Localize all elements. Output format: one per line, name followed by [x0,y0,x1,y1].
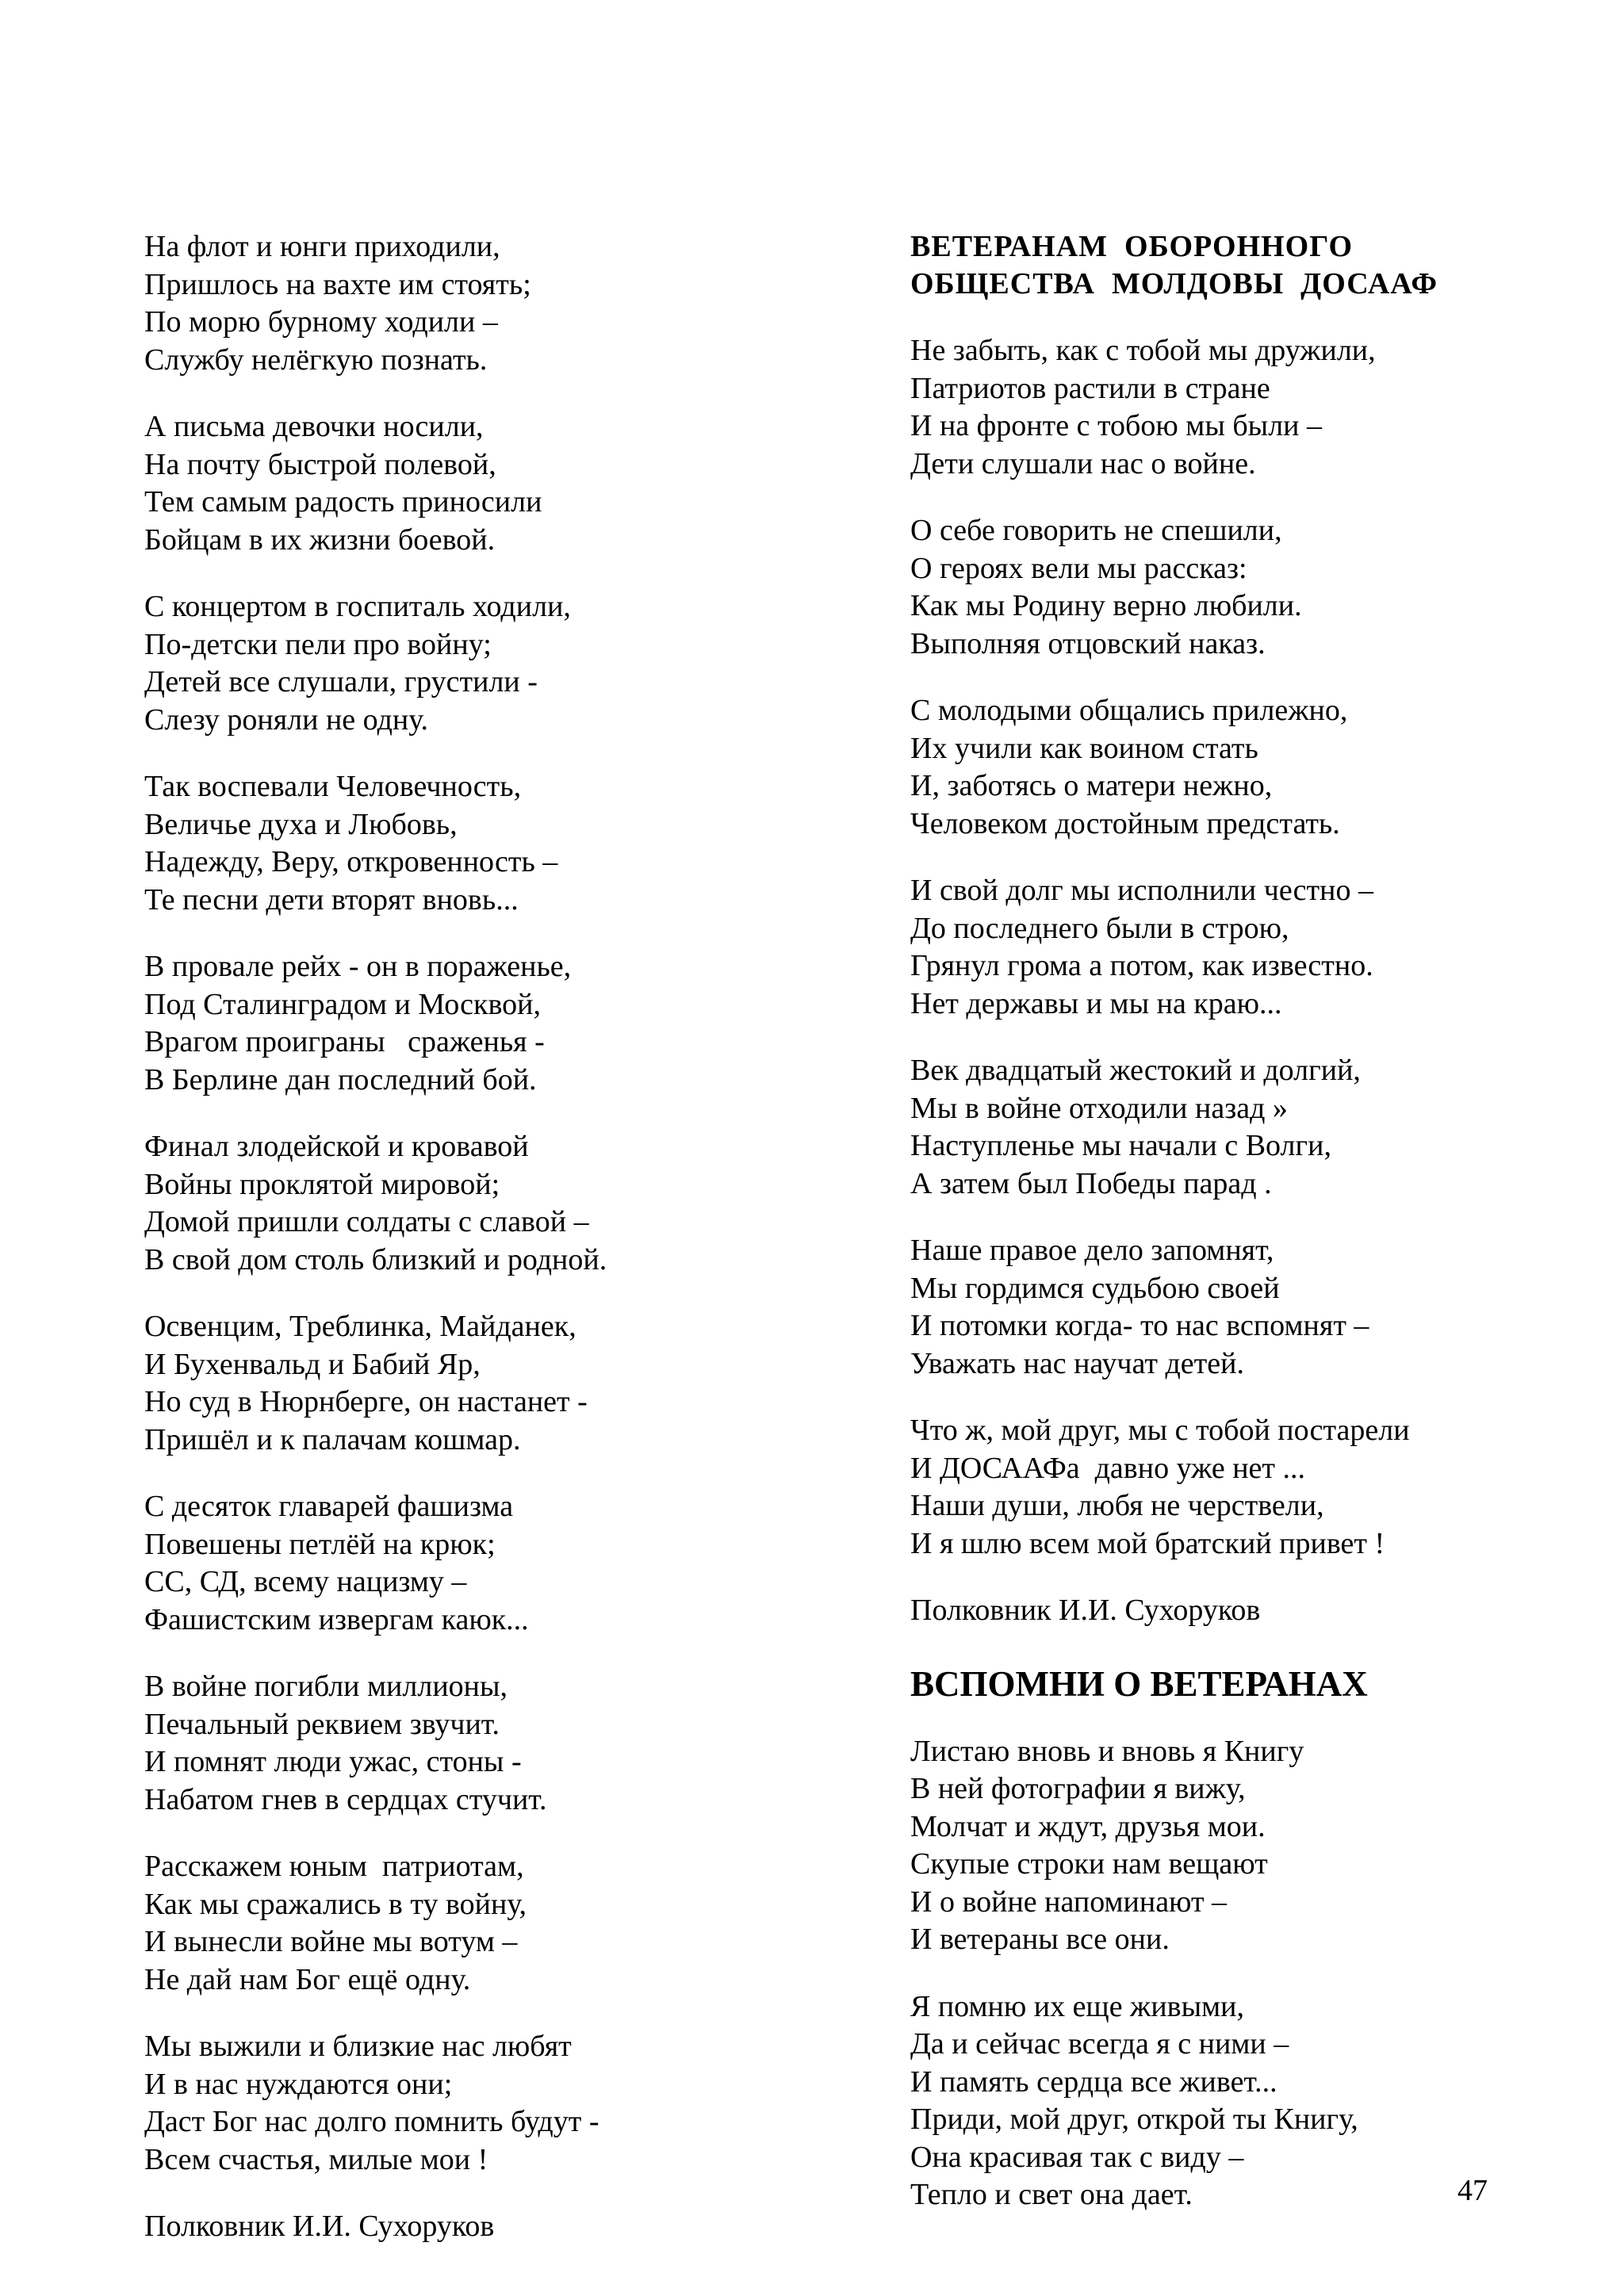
poem-line: Величье духа и Любовь, [144,807,458,841]
poem-title: ВСПОМНИ О ВЕТЕРАНАХ [910,1663,1368,1704]
poem-line: В ней фотографии я вижу, [910,1772,1246,1805]
poem-line: Наступленье мы начали с Волги, [910,1129,1331,1162]
stanza [144,1308,747,1459]
poem-line: Наши души, любя не черствели, [910,1489,1324,1522]
right-column [910,228,1513,2244]
poem-line: Не дай нам Бог ещё одну. [144,1962,471,1996]
stanza [910,512,1513,663]
stanza [144,1488,747,1639]
poem-line: Патриотов растили в стране [910,371,1270,405]
poem-line: И в нас нуждаются они; [144,2067,453,2101]
title-line: ВЕТЕРАНАМ ОБОРОННОГО [910,230,1354,263]
poem-line: И на фронте с тобою мы были – [910,409,1323,442]
poem-line: Даст Бог нас долго помнить будут - [144,2105,599,2138]
poem-line: Так воспевали Человечность, [144,770,522,803]
poem-line: В свой дом столь близкий и родной. [144,1242,607,1276]
poem-line: СС, СД, всему нацизму – [144,1565,467,1598]
poem-line: Бойцам в их жизни боевой. [144,522,496,557]
signature: Полковник И.И. Сухоруков [910,1594,1261,1627]
poem-line: Она красивая так с виду – [910,2140,1244,2174]
poem-line: И Бухенвальд и Бабий Яр, [144,1347,481,1381]
poem-line: Я помню их еще живыми, [910,1989,1245,2023]
stanza [144,228,747,379]
poem-line: В войне погибли миллионы, [144,1670,508,1703]
poem-line: Повешены петлёй на крюк; [144,1527,496,1561]
title-line: ОБЩЕСТВА МОЛДОВЫ ДОСААФ [910,267,1438,300]
stanza [910,1733,1513,1959]
signature: Полковник И.И. Сухоруков [144,2210,495,2243]
poem-line: Молчат и ждут, друзья мои. [910,1809,1266,1843]
poem-line: Как мы сражались в ту войну, [144,1887,527,1921]
poem-line: Печальный реквием звучит. [144,1707,500,1741]
poem-line: И, заботясь о матери нежно, [910,769,1273,802]
poem-line: Под Сталинградом и Москвой, [144,987,542,1021]
poem-line: Детей все слушали, грустили - [144,665,538,698]
poem-line: На флот и юнги приходили, [144,230,500,263]
poem-line: На почту быстрой полевой, [144,447,496,481]
poem-line: И ДОСААФа давно уже нет ... [910,1451,1306,1485]
poem-line: Но суд в Нюрнберге, он настанет - [144,1385,588,1418]
poem-line: Дети слушали нас о войне. [910,446,1256,480]
poem-line: Пришёл и к палачам кошмар. [144,1422,521,1456]
poem-line: Выполняя отцовский наказ. [910,626,1266,660]
poem-line: Как мы Родину верно любили. [910,589,1302,622]
poem-line: И помнят люди ужас, стоны - [144,1745,522,1778]
left-column [144,228,747,2276]
poem-line: О героях вели мы рассказ: [910,551,1247,585]
poem-line: Набатом гнев в сердцах стучит. [144,1782,547,1816]
stanza [910,1052,1513,1203]
poem-line: По морю бурному ходили – [144,305,498,339]
poem-line: Тепло и свет она дает. [910,2178,1193,2211]
poem-line: Тем самым радость приносили [144,485,542,519]
stanza [144,1668,747,1819]
poem-line: А письма девочки носили, [144,410,484,443]
poem-line: Те песни дети вторят вновь... [144,882,519,916]
poem-line: И потомки когда- то нас вспомнят – [910,1309,1369,1342]
poem-line: Листаю вновь и вновь я Книгу [910,1734,1304,1768]
stanza [144,1128,747,1279]
poem-title [910,228,1513,303]
poem-line: Освенцим, Треблинка, Майданек, [144,1310,576,1343]
stanza [910,1412,1513,1563]
poem-line: Что ж, мой друг, мы с тобой постарели [910,1414,1410,1447]
poem-line: И вынесли войне мы вотум – [144,1925,518,1958]
poem-line: Надежду, Веру, откровенность – [144,845,558,878]
stanza [910,692,1513,843]
poem-line: Приди, мой друг, открой ты Книгу, [910,2103,1358,2136]
poem-line: Слезу роняли не одну. [144,702,428,737]
stanza [910,872,1513,1023]
stanza [144,768,747,919]
poem-line: Расскажем юным патриотам, [144,1850,524,1883]
poem-line: С концертом в госпиталь ходили, [144,590,571,623]
stanza [910,1232,1513,1383]
poem-line: Наше правое дело запомнят, [910,1234,1274,1267]
poem-line: С десяток главарей фашизма [144,1490,514,1523]
page-number: 47 [1457,2174,1488,2207]
stanza [144,588,747,739]
poem-line: Мы в войне отходили назад » [910,1091,1288,1125]
stanza [910,1988,1513,2214]
stanza [144,1848,747,1999]
poem-line: Мы гордимся судьбою своей [910,1271,1280,1305]
poem-line: Врагом проиграны сраженья - [144,1025,545,1058]
poem-line: И свой долг мы исполнили честно – [910,874,1373,907]
poem-line: Век двадцатый жестокий и долгий, [910,1054,1361,1087]
stanza [144,408,747,559]
stanza [910,332,1513,483]
poem-line: С молодыми общались прилежно, [910,694,1348,727]
poem-line: А затем был Победы парад . [910,1166,1272,1200]
poem-line: И я шлю всем мой братский привет ! [910,1526,1385,1560]
poem-line: Скупые строки нам вещают [910,1847,1268,1881]
poem-line: Фашистским извергам каюк... [144,1602,529,1636]
poem-line: Да и сейчас всегда я с ними – [910,2027,1289,2061]
poem-line: И память сердца все живет... [910,2064,1277,2099]
poem-line: Пришлось на вахте им стоять; [144,267,531,301]
poem-line: Грянул грома а потом, как известно. [910,949,1373,982]
poem-line: В провале рейх - он в пораженье, [144,950,572,983]
poem-line: Не забыть, как с тобой мы дружили, [910,334,1376,367]
poem-line: Службу нелёгкую познать. [144,342,488,377]
poem-line: В Берлине дан последний бой. [144,1062,537,1096]
poem-line: О себе говорить не спешили, [910,514,1282,547]
stanza [144,948,747,1099]
poem-line: Уважать нас научат детей. [910,1346,1244,1380]
poem-line: И о войне напоминают – [910,1885,1228,1919]
poem-line: Мы выжили и близкие нас любят [144,2030,572,2063]
poem-line: Человеком достойным предстать. [910,806,1340,840]
poem-line: Финал злодейской и кровавой [144,1130,529,1163]
poem-line: Их учили как воином стать [910,731,1258,765]
poem-line: Домой пришли солдаты с славой – [144,1205,589,1238]
poem-line: И ветераны все они. [910,1923,1170,1956]
poem-line: Нет державы и мы на краю... [910,986,1282,1020]
stanza [144,2028,747,2179]
poem-line: Войны проклятой мировой; [144,1167,500,1201]
poem-line: По-детски пели про войну; [144,627,492,661]
poem-line: Всем счастья, милые мои ! [144,2142,488,2176]
poem-line: До последнего были в строю, [910,911,1289,945]
